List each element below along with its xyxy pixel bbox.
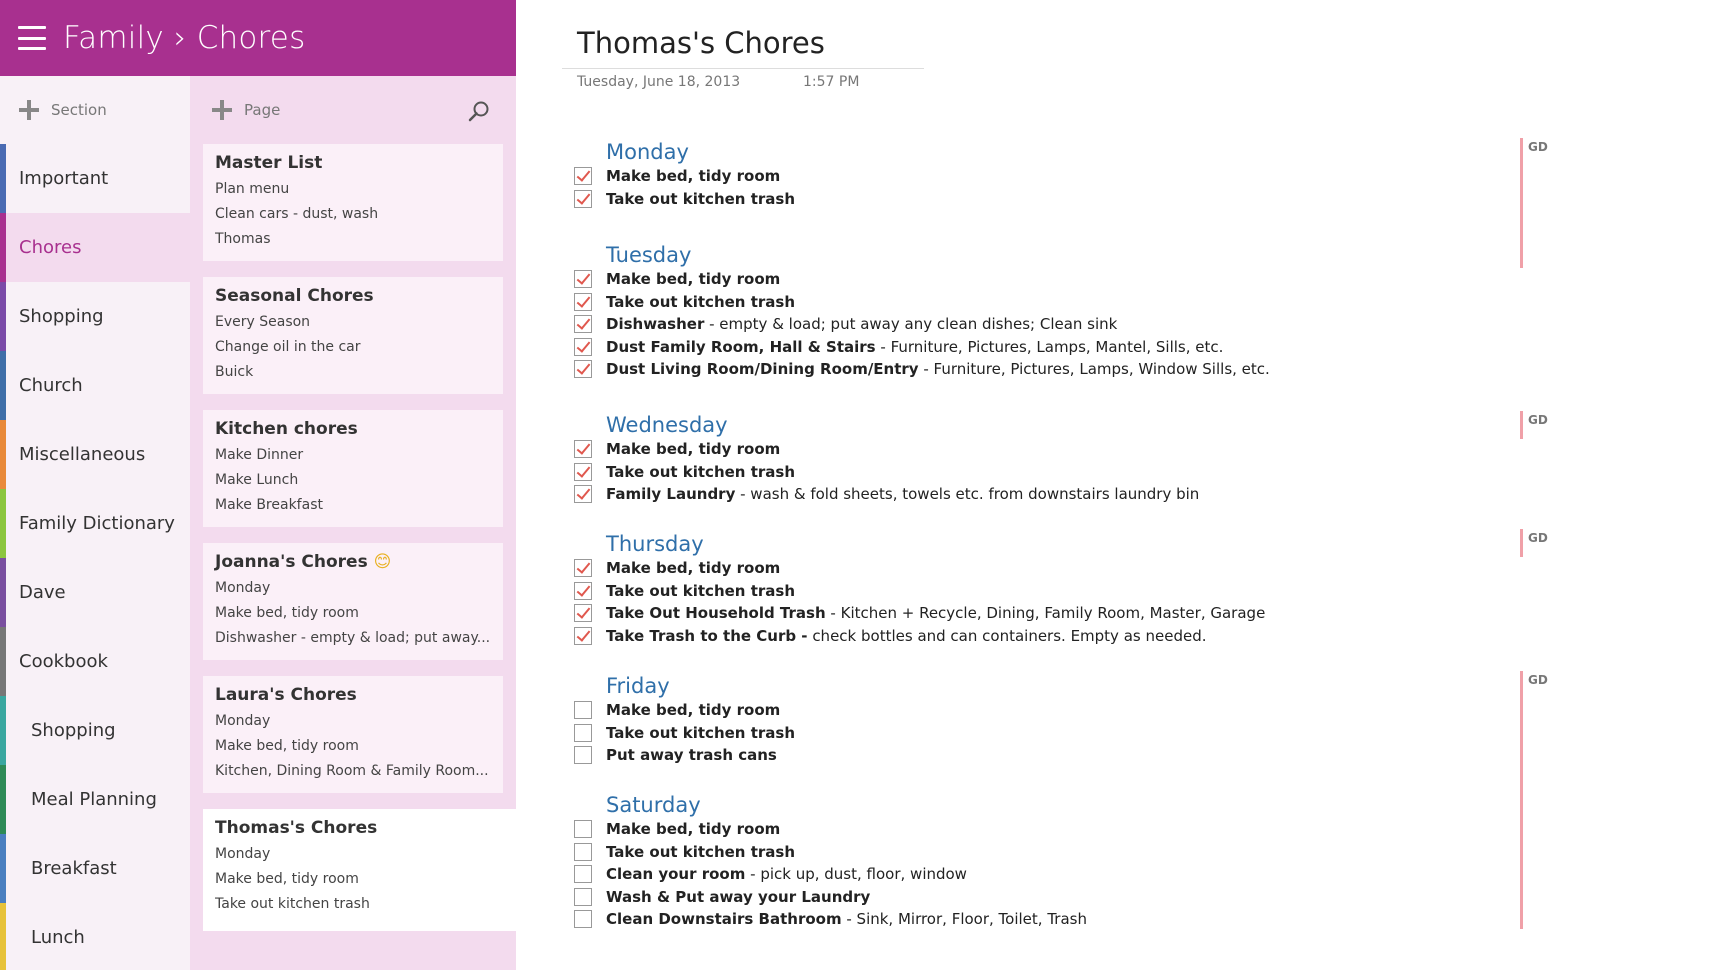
todo-item <box>574 336 1270 359</box>
section-item[interactable] <box>0 558 190 627</box>
section-item[interactable] <box>0 696 190 765</box>
todo-text[interactable] <box>606 820 780 838</box>
day-block <box>574 139 795 210</box>
section-item[interactable] <box>0 420 190 489</box>
section-item[interactable] <box>0 282 190 351</box>
todo-item <box>574 818 1087 841</box>
todo-bold-text: Take Out Household Trash <box>606 604 826 623</box>
todo-checkbox[interactable] <box>574 820 592 838</box>
page-item[interactable] <box>203 676 503 793</box>
day-block <box>574 673 795 767</box>
hamburger-menu-icon[interactable] <box>18 26 46 50</box>
section-item[interactable] <box>0 489 190 558</box>
todo-text[interactable] <box>606 440 780 458</box>
page-item-title-text: Seasonal Chores <box>215 286 374 306</box>
section-label: Chores <box>19 237 82 258</box>
todo-bold-text: Dust Living Room/Dining Room/Entry <box>606 360 919 379</box>
page-item-preview: Change oil in the car <box>215 339 361 355</box>
author-margin-bar <box>1520 671 1523 929</box>
page-title[interactable]: Thomas's Chores <box>577 26 825 60</box>
todo-text[interactable] <box>606 167 780 185</box>
section-item[interactable] <box>0 627 190 696</box>
todo-item <box>574 358 1270 381</box>
page-item-preview: Plan menu <box>215 181 290 197</box>
day-heading[interactable]: Tuesday <box>606 243 692 267</box>
todo-detail-text: check bottles and can containers. Empty as needed. <box>807 626 1207 645</box>
day-block <box>574 242 1270 381</box>
section-color-tab <box>0 834 6 903</box>
todo-item <box>574 165 795 188</box>
author-margin-bar <box>1520 411 1523 439</box>
todo-item <box>574 268 1270 291</box>
plus-icon <box>19 100 39 120</box>
todo-checkbox-checked[interactable] <box>574 463 592 481</box>
page-item-preview: Make Breakfast <box>215 497 323 513</box>
todo-text[interactable] <box>606 627 1206 645</box>
section-name: Chores <box>196 20 306 56</box>
todo-bold-text: Take out kitchen trash <box>606 581 795 600</box>
todo-item <box>574 908 1087 931</box>
section-color-tab <box>0 282 6 351</box>
todo-checkbox-checked[interactable] <box>574 167 592 185</box>
todo-detail-text: - wash & fold sheets, towels etc. from downstairs laundry bin <box>735 485 1200 504</box>
todo-bold-text: Make bed, tidy room <box>606 440 781 459</box>
todo-checkbox-checked[interactable] <box>574 190 592 208</box>
page-item-title-text: Laura's Chores <box>215 685 357 705</box>
todo-detail-text: - empty & load; put away any clean dishes; Clean sink <box>704 315 1118 334</box>
page-item-preview: Monday <box>215 846 271 862</box>
page-item-preview: Monday <box>215 713 271 729</box>
todo-checkbox-checked[interactable] <box>574 582 592 600</box>
title-divider <box>562 68 924 69</box>
todo-bold-text: Take out kitchen trash <box>606 842 795 861</box>
todo-text[interactable] <box>606 888 870 906</box>
todo-bold-text: Put away trash cans <box>606 746 777 765</box>
section-item[interactable] <box>0 834 190 903</box>
section-color-tab <box>0 351 6 420</box>
section-item[interactable] <box>0 903 190 970</box>
todo-detail-text: - pick up, dust, floor, window <box>745 865 967 884</box>
todo-checkbox[interactable] <box>574 888 592 906</box>
page-item[interactable] <box>203 277 503 394</box>
todo-item <box>574 483 1199 506</box>
todo-item <box>574 699 795 722</box>
todo-bold-text: Family Laundry <box>606 485 736 504</box>
todo-item <box>574 602 1265 625</box>
day-heading[interactable]: Monday <box>606 140 689 164</box>
todo-detail-text: - Furniture, Pictures, Lamps, Window Sills, etc. <box>918 360 1270 379</box>
todo-text[interactable] <box>606 701 780 719</box>
section-color-tab <box>0 213 6 282</box>
author-margin-bar <box>1520 138 1523 268</box>
todo-bold-text: Take out kitchen trash <box>606 189 795 208</box>
todo-item <box>574 863 1087 886</box>
page-item-preview: Every Season <box>215 314 311 330</box>
author-tag: GD <box>1528 140 1548 154</box>
todo-text[interactable] <box>606 485 1199 503</box>
author-margin-bar <box>1520 529 1523 557</box>
page-item-preview: Dishwasher - empty & load; put away... <box>215 630 491 646</box>
todo-checkbox-checked[interactable] <box>574 270 592 288</box>
page-item-preview: Make Lunch <box>215 472 299 488</box>
page-item-title-text: Kitchen chores <box>215 419 358 439</box>
todo-bold-text: Make bed, tidy room <box>606 559 781 578</box>
add-section-label: Section <box>51 101 107 119</box>
todo-item <box>574 625 1265 648</box>
page-item-preview: Monday <box>215 580 271 596</box>
todo-item <box>574 722 795 745</box>
day-heading[interactable]: Friday <box>606 674 670 698</box>
section-label: Breakfast <box>31 858 117 879</box>
todo-checkbox-checked[interactable] <box>574 360 592 378</box>
todo-checkbox[interactable] <box>574 910 592 928</box>
todo-bold-text: Take out kitchen trash <box>606 462 795 481</box>
author-tag: GD <box>1528 413 1548 427</box>
page-item-preview: Thomas <box>215 231 271 247</box>
day-heading[interactable]: Wednesday <box>606 413 728 437</box>
todo-item <box>574 438 1199 461</box>
section-list <box>0 76 190 970</box>
todo-checkbox[interactable] <box>574 843 592 861</box>
section-label: Meal Planning <box>31 789 157 810</box>
section-color-tab <box>0 696 6 765</box>
todo-text[interactable] <box>606 582 795 600</box>
section-color-tab <box>0 144 6 213</box>
page-list <box>190 76 516 970</box>
page-item-preview: Kitchen, Dining Room & Family Room... <box>215 763 489 779</box>
section-color-tab <box>0 765 6 834</box>
todo-text[interactable] <box>606 724 795 742</box>
todo-checkbox-checked[interactable] <box>574 627 592 645</box>
todo-text[interactable] <box>606 338 1223 356</box>
todo-checkbox-checked[interactable] <box>574 440 592 458</box>
page-item-preview: Make Dinner <box>215 447 304 463</box>
page-item-preview: Make bed, tidy room <box>215 871 359 887</box>
todo-item <box>574 580 1265 603</box>
section-item[interactable] <box>0 351 190 420</box>
section-label: Shopping <box>31 720 116 741</box>
todo-checkbox-checked[interactable] <box>574 559 592 577</box>
todo-bold-text: Take out kitchen trash <box>606 292 795 311</box>
section-label: Dave <box>19 582 66 603</box>
todo-item <box>574 886 1087 909</box>
section-item[interactable] <box>0 765 190 834</box>
page-item-title-text: Master List <box>215 153 323 173</box>
todo-bold-text: Wash & Put away your Laundry <box>606 887 871 906</box>
section-label: Miscellaneous <box>19 444 146 465</box>
page-item-title <box>215 416 491 443</box>
page-item-title <box>215 283 491 310</box>
todo-bold-text: Make bed, tidy room <box>606 167 781 186</box>
smiley-icon: 😊 <box>373 552 392 572</box>
todo-bold-text: Clean Downstairs Bathroom <box>606 910 842 929</box>
add-page-label: Page <box>244 101 281 119</box>
todo-bold-text: Dust Family Room, Hall & Stairs <box>606 337 876 356</box>
todo-item <box>574 744 795 767</box>
day-block <box>574 792 1087 931</box>
todo-text[interactable] <box>606 910 1087 928</box>
page-item-preview: Make bed, tidy room <box>215 738 359 754</box>
day-heading[interactable]: Thursday <box>606 532 704 556</box>
todo-text[interactable] <box>606 360 1270 378</box>
todo-bold-text: Make bed, tidy room <box>606 270 781 289</box>
todo-detail-text: - Furniture, Pictures, Lamps, Mantel, Sills, etc. <box>875 337 1224 356</box>
page-item-title <box>215 549 491 576</box>
page-item-preview: Make bed, tidy room <box>215 605 359 621</box>
todo-checkbox-checked[interactable] <box>574 293 592 311</box>
todo-text[interactable] <box>606 190 795 208</box>
add-section-button[interactable] <box>0 76 190 144</box>
todo-text[interactable] <box>606 270 780 288</box>
todo-bold-text: Make bed, tidy room <box>606 820 781 839</box>
page-item[interactable] <box>203 809 516 931</box>
todo-text[interactable] <box>606 604 1265 622</box>
todo-text[interactable] <box>606 843 795 861</box>
section-item[interactable] <box>0 213 190 282</box>
todo-item <box>574 291 1270 314</box>
section-label: Important <box>19 168 109 189</box>
note-canvas[interactable] <box>516 0 1724 970</box>
author-tag: GD <box>1528 673 1548 687</box>
section-label: Family Dictionary <box>19 513 175 534</box>
todo-detail-text: - Sink, Mirror, Floor, Toilet, Trash <box>841 910 1087 929</box>
todo-text[interactable] <box>606 746 777 764</box>
plus-icon <box>212 100 232 120</box>
section-label: Church <box>19 375 83 396</box>
todo-bold-text: Dishwasher <box>606 315 705 334</box>
todo-text[interactable] <box>606 293 795 311</box>
todo-checkbox[interactable] <box>574 865 592 883</box>
todo-checkbox-checked[interactable] <box>574 604 592 622</box>
todo-checkbox-checked[interactable] <box>574 338 592 356</box>
page-item[interactable] <box>203 543 503 660</box>
todo-text[interactable] <box>606 463 795 481</box>
todo-text[interactable] <box>606 865 967 883</box>
search-icon[interactable] <box>468 100 490 122</box>
page-item-title <box>215 815 504 842</box>
day-block <box>574 531 1265 647</box>
section-color-tab <box>0 558 6 627</box>
page-item-title <box>215 682 491 709</box>
todo-checkbox[interactable] <box>574 724 592 742</box>
todo-item <box>574 461 1199 484</box>
app-header <box>0 0 516 76</box>
day-block <box>574 412 1199 506</box>
page-item[interactable] <box>203 144 503 261</box>
todo-checkbox-checked[interactable] <box>574 485 592 503</box>
todo-item <box>574 841 1087 864</box>
todo-item <box>574 188 795 211</box>
section-color-tab <box>0 420 6 489</box>
todo-checkbox[interactable] <box>574 746 592 764</box>
section-color-tab <box>0 489 6 558</box>
page-item-title-text: Joanna's Chores <box>215 552 368 572</box>
page-item[interactable] <box>203 410 503 527</box>
todo-bold-text: Take out kitchen trash <box>606 723 795 742</box>
todo-text[interactable] <box>606 315 1117 333</box>
notebook-name[interactable]: Family <box>63 20 164 56</box>
todo-checkbox[interactable] <box>574 701 592 719</box>
page-item-title <box>215 150 491 177</box>
author-tag: GD <box>1528 531 1548 545</box>
page-item-preview: Take out kitchen trash <box>215 896 370 912</box>
todo-bold-text: Clean your room <box>606 865 746 884</box>
section-label: Shopping <box>19 306 104 327</box>
section-item[interactable] <box>0 144 190 213</box>
todo-item <box>574 313 1270 336</box>
todo-bold-text: Take Trash to the Curb - <box>606 626 808 645</box>
todo-detail-text: - Kitchen + Recycle, Dining, Family Room, Master, Garage <box>825 604 1266 623</box>
todo-bold-text: Make bed, tidy room <box>606 701 781 720</box>
breadcrumb <box>63 20 305 56</box>
section-label: Cookbook <box>19 651 108 672</box>
section-color-tab <box>0 903 6 970</box>
breadcrumb-separator: › <box>174 20 187 56</box>
page-time: 1:57 PM <box>803 74 860 90</box>
page-date: Tuesday, June 18, 2013 <box>577 74 741 90</box>
todo-text[interactable] <box>606 559 780 577</box>
todo-checkbox-checked[interactable] <box>574 315 592 333</box>
section-label: Lunch <box>31 927 85 948</box>
page-item-preview: Clean cars - dust, wash <box>215 206 379 222</box>
page-item-title-text: Thomas's Chores <box>215 818 378 838</box>
day-heading[interactable]: Saturday <box>606 793 701 817</box>
section-color-tab <box>0 627 6 696</box>
page-item-preview: Buick <box>215 364 254 380</box>
todo-item <box>574 557 1265 580</box>
